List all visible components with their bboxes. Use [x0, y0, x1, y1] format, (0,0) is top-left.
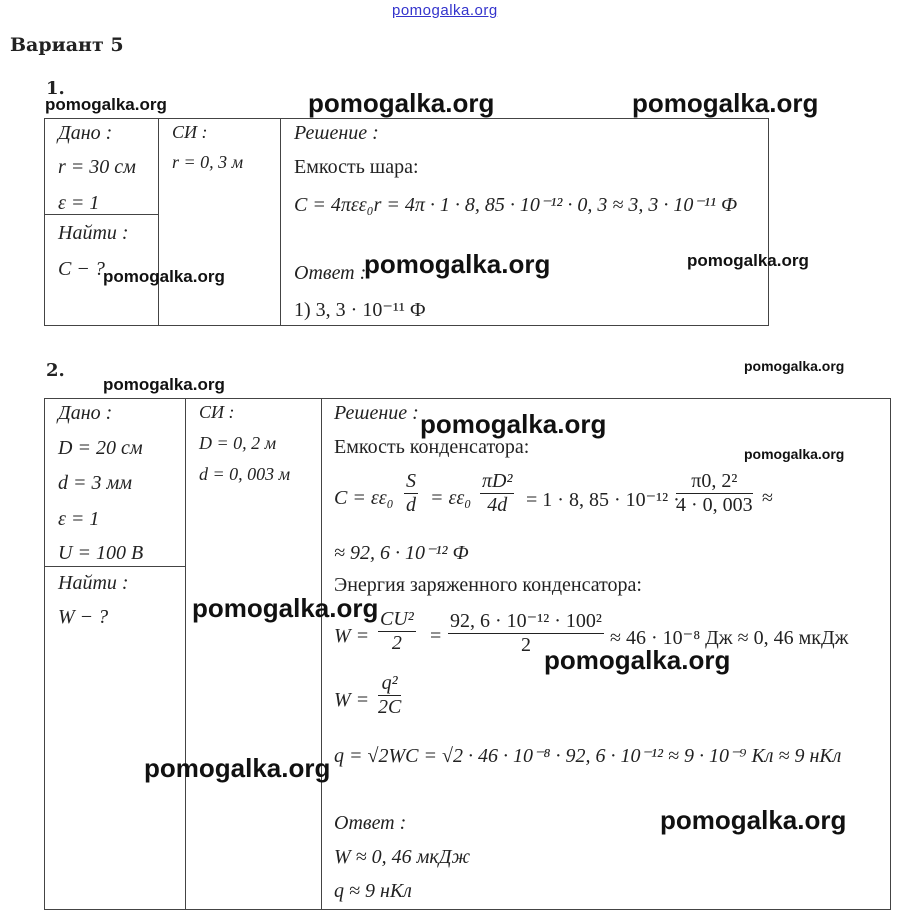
watermark: pomogalka.org	[103, 375, 225, 394]
task1-given-header: Дано :	[58, 122, 113, 144]
task2-capacity-frac1	[404, 470, 418, 517]
task2-si-header: СИ :	[199, 402, 235, 422]
task2-energy-lhs: W =	[334, 625, 370, 647]
task2-energy2-frac	[378, 672, 401, 719]
task1-solution-line: Емкость шара:	[294, 156, 419, 178]
task2-capacity-frac2-num: πD²	[482, 470, 513, 492]
watermark: pomogalka.org	[687, 251, 809, 270]
watermark: pomogalka.org	[308, 88, 495, 118]
watermark: pomogalka.org	[632, 88, 819, 118]
task2-capacity-frac3	[676, 470, 753, 517]
task2-energy-frac1-num: CU²	[380, 608, 414, 630]
task2-find: W − ?	[58, 606, 109, 628]
watermark: pomogalka.org	[744, 446, 845, 462]
task2-capacity-frac1-den: d	[406, 494, 416, 516]
task1-number: 1.	[46, 78, 65, 99]
task2-answer-header: Ответ :	[334, 812, 407, 834]
task1-si-0: r = 0, 3 м	[172, 152, 244, 172]
task2-solution-header: Решение :	[334, 402, 419, 424]
task1-table	[44, 118, 769, 326]
watermark: pomogalka.org	[660, 805, 847, 835]
task2-capacity-tail: ≈	[762, 487, 773, 509]
variant-title: Вариант 5	[10, 34, 124, 56]
task2-capacity-frac2	[480, 470, 514, 517]
task1-solution-header: Решение :	[294, 122, 379, 144]
watermark: pomogalka.org	[45, 95, 167, 114]
watermark: pomogalka.org	[192, 593, 379, 623]
task2-si-1: d = 0, 003 м	[199, 464, 291, 484]
task2-divider-si	[321, 398, 322, 909]
task2-capacity-frac3-den: 4 · 0, 003	[676, 494, 753, 516]
task2-number: 2.	[46, 360, 65, 381]
watermark: pomogalka.org	[103, 267, 225, 286]
site-link[interactable]: pomogalka.org	[392, 2, 498, 19]
task2-energy-frac2-num: 92, 6 · 10⁻¹² · 100²	[450, 610, 602, 632]
task1-find-header: Найти :	[58, 222, 129, 244]
task1-given-1: ε = 1	[58, 192, 100, 214]
watermark: pomogalka.org	[144, 753, 331, 783]
task2-si-0: D = 0, 2 м	[199, 433, 277, 453]
task2-capacity-title: Емкость конденсатора:	[334, 436, 530, 458]
task1-find: C − ?	[58, 258, 105, 280]
task2-charge-formula: q = √2WC = √2 · 46 · 10⁻⁸ · 92, 6 · 10⁻¹² ≈ 9 · 10⁻⁹ Кл ≈ 9 нКл	[334, 745, 842, 767]
task2-energy-frac1	[378, 608, 416, 655]
task2-given-3: U = 100 В	[58, 542, 144, 564]
task2-answer-0: W ≈ 0, 46 мкДж	[334, 846, 471, 868]
task2-capacity-frac3-num: π0, 2²	[676, 470, 753, 494]
task1-given-0: r = 30 см	[58, 156, 136, 178]
task2-energy-frac2-den: 2	[520, 634, 531, 656]
task1-si-header: СИ :	[172, 122, 208, 142]
task2-energy2-lhs: W =	[334, 689, 370, 711]
task2-divider-find	[44, 566, 185, 567]
watermark: pomogalka.org	[364, 249, 551, 279]
task2-energy-result: ≈ 46 · 10⁻⁸ Дж ≈ 0, 46 мкДж	[610, 627, 849, 649]
task2-capacity-frac1-num: S	[406, 470, 416, 492]
task2-given-2: ε = 1	[58, 508, 100, 530]
watermark: pomogalka.org	[420, 409, 607, 439]
task2-capacity-mid: = εε₀	[430, 487, 472, 509]
watermark: pomogalka.org	[744, 358, 845, 374]
task2-answer-1: q ≈ 9 нКл	[334, 880, 412, 902]
task2-capacity-result: ≈ 92, 6 · 10⁻¹² Ф	[334, 542, 469, 564]
task1-answer: 1) 3, 3 · 10⁻¹¹ Ф	[294, 299, 426, 321]
watermark: pomogalka.org	[544, 645, 731, 675]
task2-energy2-frac-num: q²	[378, 672, 401, 696]
task2-energy2-frac-den: 2C	[378, 696, 402, 718]
task2-energy-eq: =	[430, 625, 442, 647]
task2-energy-title: Энергия заряженного конденсатора:	[334, 574, 642, 596]
task2-given-0: D = 20 см	[58, 437, 143, 459]
task2-capacity-mid2: = 1 · 8, 85 · 10⁻¹² ·	[526, 489, 680, 511]
task2-given-header: Дано :	[58, 402, 113, 424]
task2-capacity-frac2-den: 4d	[487, 494, 508, 516]
task2-divider-given	[185, 398, 186, 909]
task1-divider-si	[280, 118, 281, 325]
task2-energy-frac1-den: 2	[391, 632, 402, 654]
task2-find-header: Найти :	[58, 572, 129, 594]
task2-capacity-lhs: C = εε₀	[334, 487, 394, 509]
task1-answer-header: Ответ :	[294, 262, 367, 284]
task1-formula: C = 4πεε₀r = 4π · 1 · 8, 85 · 10⁻¹² · 0, 3 ≈ 3, 3 · 10⁻¹¹ Ф	[294, 194, 738, 216]
task2-given-1: d = 3 мм	[58, 472, 133, 494]
task1-divider-given	[158, 118, 159, 325]
